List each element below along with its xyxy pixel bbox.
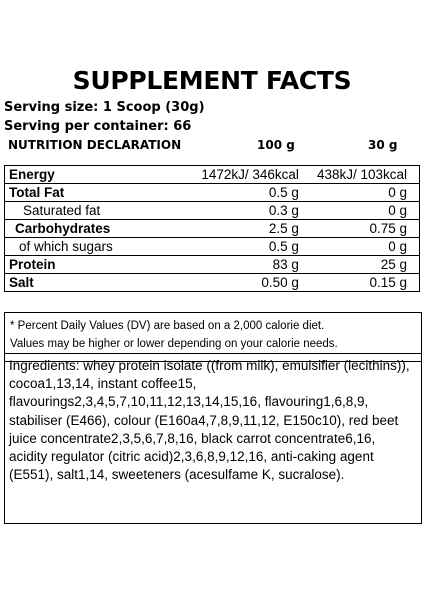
value-per-100g: 83 g [165,256,313,274]
ingredients-text: Ingredients: whey protein isolate ((from milk), emulsifier (lecithins)), cocoa1,13,14, instant coffee15, flavourings2,3,4,5,7,10,11,12,13,14,15,16, flavouring1,6,8,9, stabiliser (E466), colour (E160a4,7,8,9,11,12, E150c10), red beet juice concentrate2,3,5,6,7,8,16, black carrot concentrate6,16, acidity regulator (citric acid)2,3,6,8,9,12,16, anti-caking agent (E551), salt1,14, sweeteners (acesulfame K, sucralose). [4,353,422,524]
table-row [5,274,420,292]
nutrition-declaration-heading: NUTRITION DECLARATION [8,138,182,152]
page-title: SUPPLEMENT FACTS [72,66,352,95]
serving-size: Serving size: 1 Scoop (30g) [4,100,205,115]
table-row [5,202,420,220]
value-per-30g: 0.75 g [313,220,420,238]
value-per-100g: 2.5 g [165,220,313,238]
nutrition-table [4,165,420,292]
nutrient-name: Salt [9,275,34,290]
column-header-30g: 30 g [368,138,398,152]
servings-per-container: Serving per container: 66 [4,119,192,134]
nutrient-name: Saturated fat [5,202,165,220]
value-per-100g: 0.5 g [165,238,313,256]
footnote-line-1: * Percent Daily Values (DV) are based on a 2,000 calorie diet. [10,320,325,332]
nutrient-name: Total Fat [5,184,165,202]
column-header-100g: 100 g [257,138,295,152]
value-per-100g: 0.5 g [165,184,313,202]
value-per-100g: 1472kJ/ 346kcal [165,166,313,184]
value-per-30g: 0.15 g [369,275,407,290]
value-per-30g: 25 g [313,256,420,274]
table-row [5,220,420,238]
footnote-line-2: Values may be higher or lower depending on your calorie needs. [10,338,338,350]
value-per-30g: 0 g [313,184,420,202]
nutrient-name: Carbohydrates [5,220,165,238]
value-per-100g: 0.50 g [261,275,299,290]
value-per-100g: 0.3 g [165,202,313,220]
value-per-30g: 438kJ/ 103kcal [313,166,420,184]
table-row [5,238,420,256]
table-row [5,256,420,274]
nutrient-name: Protein [5,256,165,274]
nutrient-name: Energy [5,166,165,184]
nutrient-name: of which sugars [5,238,165,256]
table-row [5,166,420,184]
table-row [5,184,420,202]
value-per-30g: 0 g [313,238,420,256]
value-per-30g: 0 g [313,202,420,220]
